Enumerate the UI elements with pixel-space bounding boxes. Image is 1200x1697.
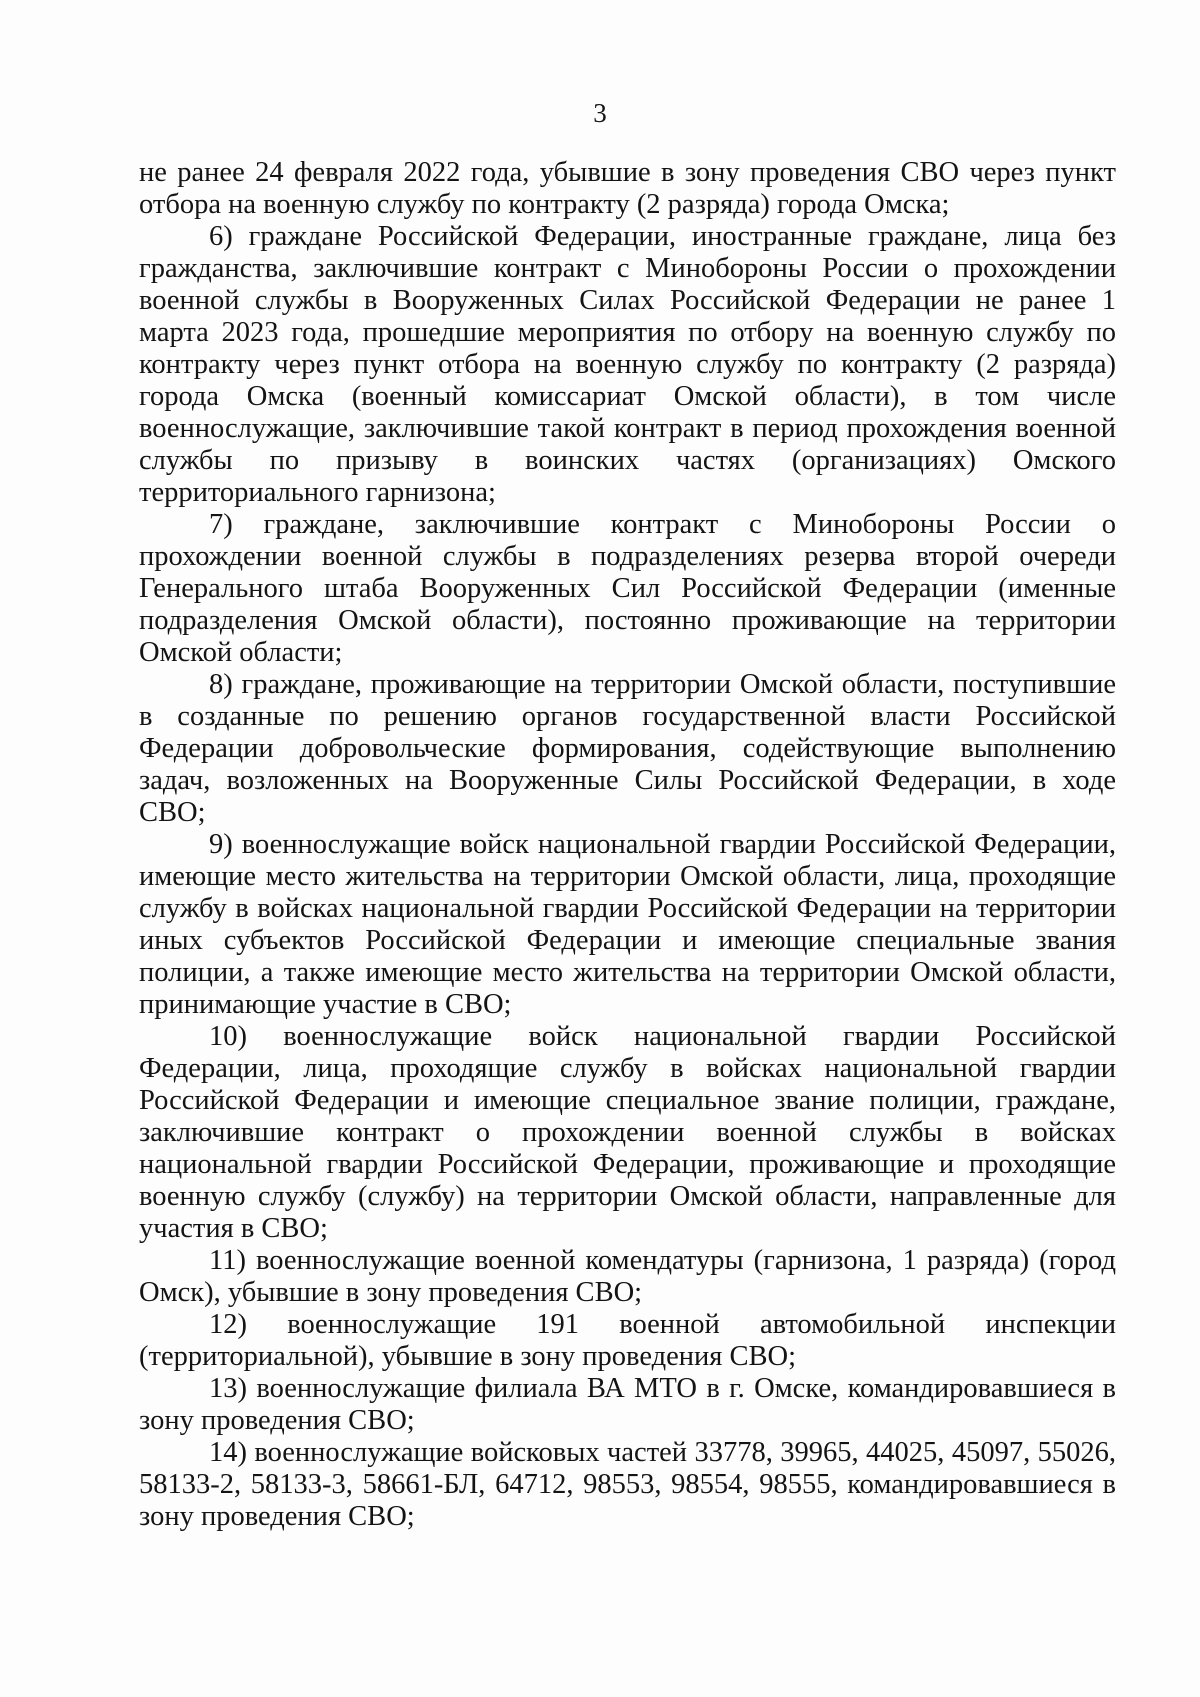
list-item-8: 8) граждане, проживающие на территории Омской области, поступившие в созданные по решению органов государственной власти Российской Федерации добровольческие формирования, содействующие выполнению задач, возложенных на Вооруженные Силы Российской Федерации, в ходе СВО;	[139, 669, 1116, 828]
list-item-6: 6) граждане Российской Федерации, иностранные граждане, лица без гражданства, заключившие контракт с Минобороны России о прохождении военной службы в Вооруженных Силах Российской Федерации не ранее 1 марта 2023 года, прошедшие мероприятия по отбору на военную службу по контракту через пункт отбора на военную службу по контракту (2 разряда) города Омска (военный комиссариат Омской области), в том числе военнослужащие, заключившие такой контракт в период прохождения военной службы по призыву в воинских частях (организациях) Омского территориального гарнизона;	[139, 221, 1116, 508]
list-item-9: 9) военнослужащие войск национальной гвардии Российской Федерации, имеющие место жительства на территории Омской области, лица, проходящие службу в войсках национальной гвардии Российской Федерации на территории иных субъектов Российской Федерации и имеющие специальные звания полиции, а также имеющие место жительства на территории Омской области, принимающие участие в СВО;	[139, 829, 1116, 1020]
page-number: 3	[593, 98, 607, 128]
list-item-13: 13) военнослужащие филиала ВА МТО в г. Омске, командировавшиеся в зону проведения СВО;	[139, 1373, 1116, 1436]
paragraph-continuation: не ранее 24 февраля 2022 года, убывшие в зону проведения СВО через пункт отбора на военную службу по контракту (2 разряда) города Омска;	[139, 157, 1116, 220]
list-item-10: 10) военнослужащие войск национальной гвардии Российской Федерации, лица, проходящие службу в войсках национальной гвардии Российской Федерации и имеющие специальное звание полиции, граждане, заключившие контракт о прохождении военной службы в войсках национальной гвардии Российской Федерации, проживающие и проходящие военную службу (службу) на территории Омской области, направленные для участия в СВО;	[139, 1021, 1116, 1244]
list-item-12: 12) военнослужащие 191 военной автомобильной инспекции (территориальной), убывшие в зону проведения СВО;	[139, 1309, 1116, 1372]
list-item-7: 7) граждане, заключившие контракт с Минобороны России о прохождении военной службы в подразделениях резерва второй очереди Генерального штаба Вооруженных Сил Российской Федерации (именные подразделения Омской области), постоянно проживающие на территории Омской области;	[139, 509, 1116, 668]
document-body	[139, 157, 1116, 1533]
list-item-14: 14) военнослужащие войсковых частей 33778, 39965, 44025, 45097, 55026, 58133-2, 58133-3, 58661-БЛ, 64712, 98553, 98554, 98555, командировавшиеся в зону проведения СВО;	[139, 1437, 1116, 1532]
list-item-11: 11) военнослужащие военной комендатуры (гарнизона, 1 разряда) (город Омск), убывшие в зону проведения СВО;	[139, 1245, 1116, 1308]
